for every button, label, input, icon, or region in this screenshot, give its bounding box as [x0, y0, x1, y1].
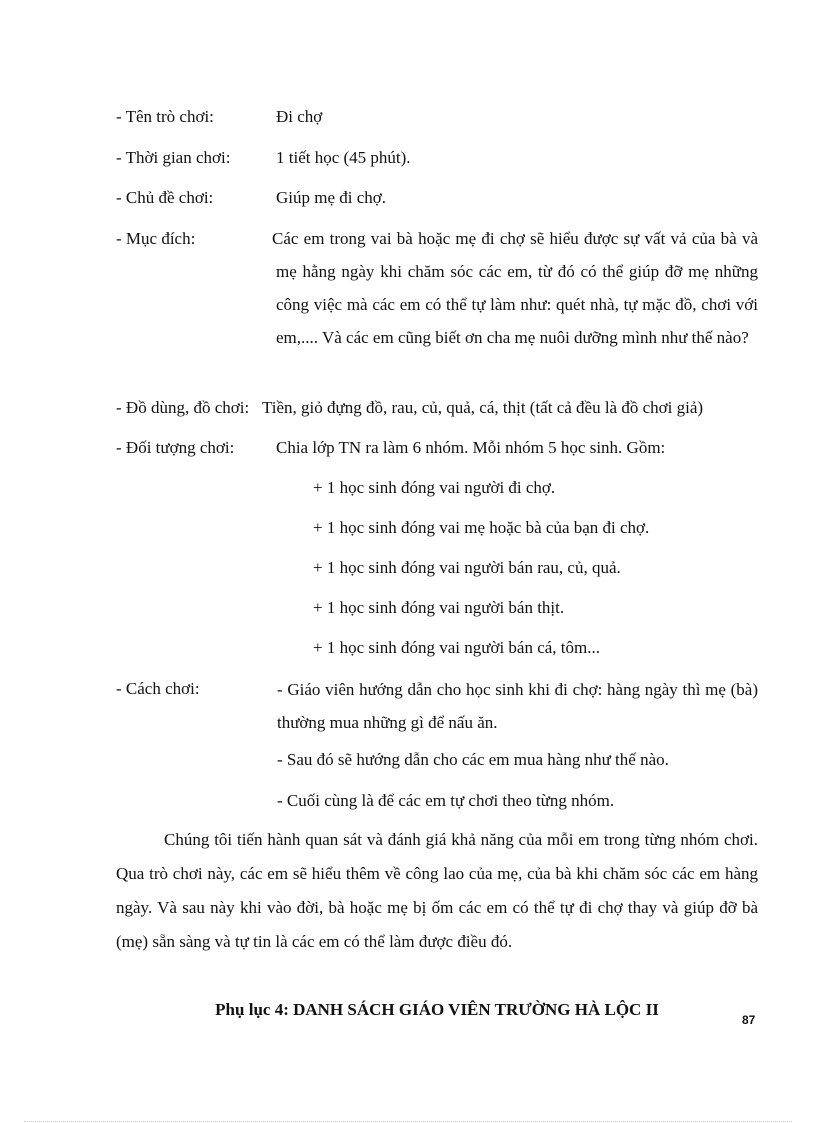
purpose-label: - Mục đích: — [116, 229, 196, 248]
game-name-label: - Tên trò chơi: — [116, 107, 214, 126]
materials-value: Tiền, giỏ đựng đồ, rau, củ, quả, cá, thịt (tất cả đều là đồ chơi giả) — [262, 398, 704, 417]
member-item: + 1 học sinh đóng vai mẹ hoặc bà của bạn đi chợ. — [313, 518, 650, 537]
how-to-play-label: - Cách chơi: — [116, 679, 200, 698]
how-to-play-step-2: - Sau đó sẽ hướng dẫn cho các em mua hàng như thế nào. — [277, 750, 669, 769]
how-to-play-step-3: - Cuối cùng là để các em tự chơi theo từng nhóm. — [277, 791, 615, 810]
member-item: + 1 học sinh đóng vai người đi chợ. — [313, 478, 556, 497]
participants-value: Chia lớp TN ra làm 6 nhóm. Mỗi nhóm 5 học sinh. Gồm: — [276, 438, 666, 457]
member-item: + 1 học sinh đóng vai người bán thịt. — [313, 598, 565, 617]
materials-label: - Đồ dùng, đồ chơi: — [116, 398, 250, 417]
game-topic-value: Giúp mẹ đi chợ. — [276, 188, 387, 207]
game-topic-label: - Chủ đề chơi: — [116, 188, 214, 207]
page-number: 87 — [742, 1013, 756, 1027]
conclusion-paragraph: Chúng tôi tiến hành quan sát và đánh giá khả năng của mỗi em trong từng nhóm chơi. Qua trò chơi này, các em sẽ hiểu thêm về công lao của mẹ, của bà khi chăm sóc các em hàng ngày. Và sau này khi vào đời, bà hoặc mẹ bị ốm các em có thể tự đi chợ thay và giúp đỡ bà (mẹ) sẵn sàng và tự tin là các em có thể làm được điều đó. — [116, 830, 758, 951]
purpose-value: Các em trong vai bà hoặc mẹ đi chợ sẽ hiểu được sự vất vả của bà và mẹ hằng ngày khi chăm sóc các em, từ đó có thể giúp đỡ mẹ những công việc mà các em có thể tự làm như: quét nhà, tự mặc đồ, chơi với em,.... Và các em cũng biết ơn cha mẹ nuôi dưỡng mình như thế nào? — [272, 229, 758, 347]
member-item: + 1 học sinh đóng vai người bán rau, củ, quả. — [313, 558, 621, 577]
game-name-value: Đi chợ — [276, 107, 323, 126]
game-duration-label: - Thời gian chơi: — [116, 148, 231, 167]
member-item: + 1 học sinh đóng vai người bán cá, tôm... — [313, 638, 600, 657]
game-duration-value: 1 tiết học (45 phút). — [276, 148, 411, 167]
how-to-play-step-1: - Giáo viên hướng dẫn cho học sinh khi đi chợ: hàng ngày thì mẹ (bà) thường mua những gì để nấu ăn. — [277, 680, 758, 732]
participants-label: - Đối tượng chơi: — [116, 438, 235, 457]
footer-divider — [24, 1121, 792, 1122]
appendix-heading: Phụ lục 4: DANH SÁCH GIÁO VIÊN TRƯỜNG HÀ LỘC II — [215, 1000, 659, 1019]
